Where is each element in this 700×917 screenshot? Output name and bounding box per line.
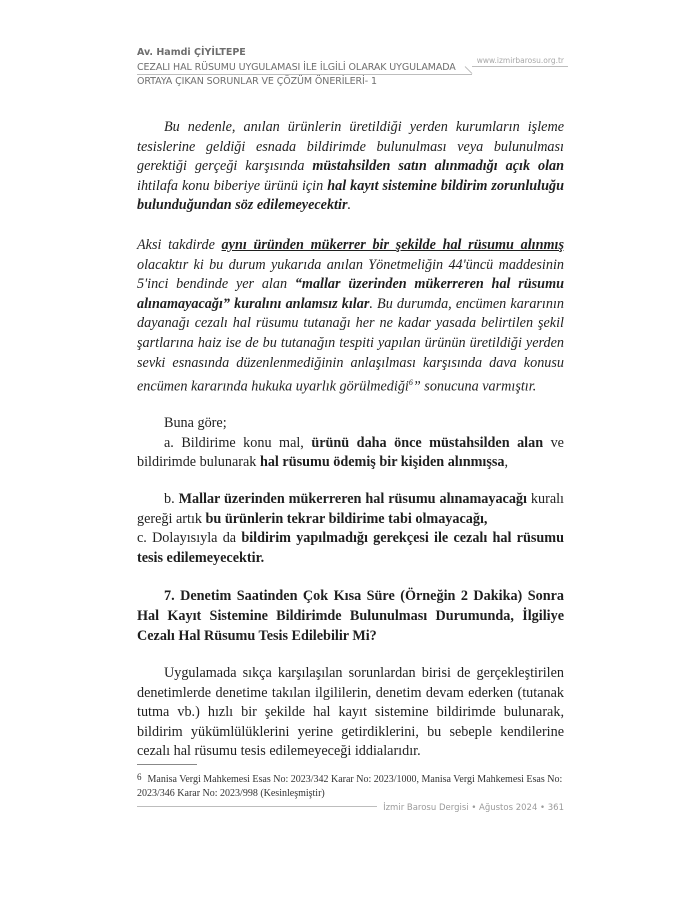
p2-text-c: . Bu durumda, encümen kararının dayanağı cezalı hal rüsumu tutanağı her ne kadar yasada belirtilen şekil şartlarına haiz ise de bu tutanağın tespiti yapılan ürünün üretildiği yerden sevki esnasında düzenlenmediğinin anlaşılması karşısında dava konusu encümen kararında hukuka uyarlık görülmediği [137, 295, 565, 395]
p1-text-d: . [347, 197, 352, 214]
p2-text-a: Aksi takdirde [137, 237, 222, 253]
p4-b-bold-1: Mallar üzerinden mükerreren hal rüsumu alınamayacağı [178, 491, 527, 507]
p4-c-bold: bildirim yapılmadığı gerekçesi ile cezalı hal rüsumu tesis edilemeyecektir. [137, 530, 564, 566]
p2-bold-quote: “mallar üzerinden mükerreren hal rüsumu alınamayacağı” kuralını anlamsız kılar [137, 276, 565, 312]
section-heading-7 [137, 586, 564, 646]
p2-text-b: olacaktır ki bu durum yukarıda anılan Yönetmeliğin 44'üncü maddesinin 5'inci bendinde yer alan [137, 256, 564, 293]
footnote [137, 770, 564, 801]
p1-text-a: Bu nedenle, anılan ürünlerin üretildiği yerden kurumların işleme tesislerine geldiği esnada bildirimde bulunulması veya bulunulması gerektiği gerçeği karşısında [137, 119, 564, 175]
p4-b-mid: kuralı gereği artık [137, 491, 565, 527]
p1-text-c: ihtilafa konu biberiye ürünü için [137, 177, 328, 194]
header-url[interactable]: www.izmirbarosu.org.tr [476, 56, 564, 65]
p3-a-bold-2: hal rüsumu ödemiş bir kişiden alınmışsa [259, 454, 505, 471]
p2-text-d: ” sonucuna varmıştır. [412, 378, 537, 395]
p4-c-pre: c. Dolayısıyla da [137, 530, 242, 547]
paragraph-1 [137, 118, 564, 216]
footnote-ref[interactable]: 6 [408, 378, 413, 388]
footnote-number: 6 [137, 772, 142, 782]
paragraph-4 [137, 490, 564, 568]
header-author: Av. Hamdi ÇİYİLTEPE [137, 47, 246, 58]
paragraph-2 [137, 236, 564, 397]
p4-b-pre: b. [164, 491, 179, 507]
section-heading-text: 7. Denetim Saatinden Çok Kısa Süre (Örneğin 2 Dakika) Sonra Hal Kayıt Sistemine Bildirimde Bulunulması Durumunda, İlgiliye Cezalı Hal Rüsumu Tesis Edilebilir Mi? [137, 588, 564, 644]
footer-journal-info: İzmir Barosu Dergisi • Ağustos 2024 • 361 [377, 803, 564, 813]
p1-bold-1: müstahsilden satın alınmadığı açık olan [312, 158, 565, 175]
footnote-text: Manisa Vergi Mahkemesi Esas No: 2023/342 Karar No: 2023/1000, Manisa Vergi Mahkemesi Esas No: 2023/346 Karar No: 2023/998 (Kesinleşmiştir) [137, 774, 563, 799]
header-title [137, 61, 467, 89]
paragraph-3 [137, 414, 564, 473]
paragraph-6 [137, 664, 564, 762]
p4-b-bold-2: bu ürünlerin tekrar bildirime tabi olmayacağı, [205, 510, 488, 527]
footnote-separator [137, 764, 197, 765]
p3-a-pre: a. Bildirime konu mal, [164, 434, 312, 451]
header-title-line2: ORTAYA ÇIKAN SORUNLAR VE ÇÖZÜM ÖNERİLERİ- 1 [137, 76, 377, 87]
p3-a-bold-1: ürünü daha önce müstahsilden alan [311, 434, 544, 451]
header-title-line1: CEZALI HAL RÜSUMU UYGULAMASI İLE İLGİLİ OLARAK UYGULAMADA [137, 62, 456, 73]
p6-text: Uygulamada sıkça karşılaşılan sorunlardan birisi de gerçekleştirilen denetimlerde denetime takılan ilgililerin, denetim devam ederken (tutanak tutma vb.) hızlı bir şekilde hal kayıt sistemine bildirimde bulunarak, bildirim yükümlülüklerini yerine getirdiklerini, bu sebeple kendilerine cezalı hal rüsumu tesis edilemeyeceği iddialarıdır. [137, 665, 564, 760]
p2-bold-underline: aynı üründen mükerrer bir şekilde hal rüsumu alınmış [221, 237, 564, 253]
p3-a-mid: ve bildirimde bulunarak [137, 434, 564, 471]
header-rule-right [472, 66, 568, 67]
p1-bold-2: hal kayıt sistemine bildirim zorunluluğu bulunduğundan söz edilemeyecektir [137, 177, 564, 214]
p3-intro: Buna göre; [164, 415, 227, 431]
header-rule [137, 74, 472, 75]
p3-a-end: , [504, 454, 509, 471]
